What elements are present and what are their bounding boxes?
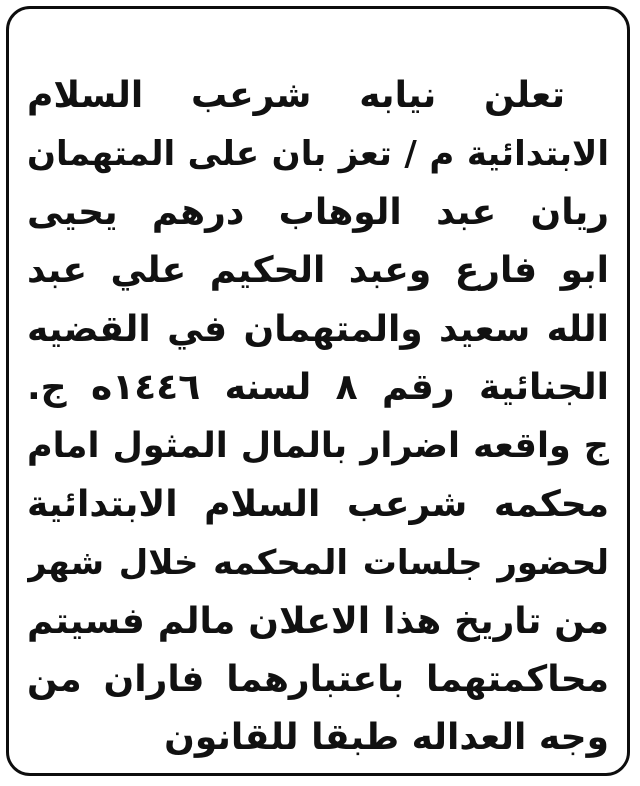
notice-line: وجه العداله طبقا للقانون xyxy=(164,717,609,759)
notice-line: الله سعيد والمتهمان في القضيه xyxy=(27,308,609,350)
notice-line: محاكمتهما باعتبارهما فاران من xyxy=(27,658,609,700)
notice-frame xyxy=(6,6,630,776)
notice-line: ريان عبد الوهاب درهم يحيى xyxy=(27,191,609,233)
notice-line: لحضور جلسات المحكمه خلال شهر xyxy=(27,543,609,584)
notice-line: الابتدائية م / تعز بان على المتهمان xyxy=(27,134,609,175)
notice-line: محكمه شرعب السلام الابتدائية xyxy=(27,483,609,525)
notice-body xyxy=(27,67,609,768)
notice-line: ابو فارع وعبد الحكيم علي عبد xyxy=(27,250,609,292)
notice-line: ج واقعه اضرار بالمال المثول امام xyxy=(27,426,609,467)
notice-line: تعلن نيابه شرعب السلام xyxy=(27,75,565,116)
notice-line: من تاريخ هذا الاعلان مالم فسيتم xyxy=(27,600,609,642)
notice-line: الجنائية رقم ٨ لسنه ١٤٤٦ه ج. xyxy=(27,366,609,408)
